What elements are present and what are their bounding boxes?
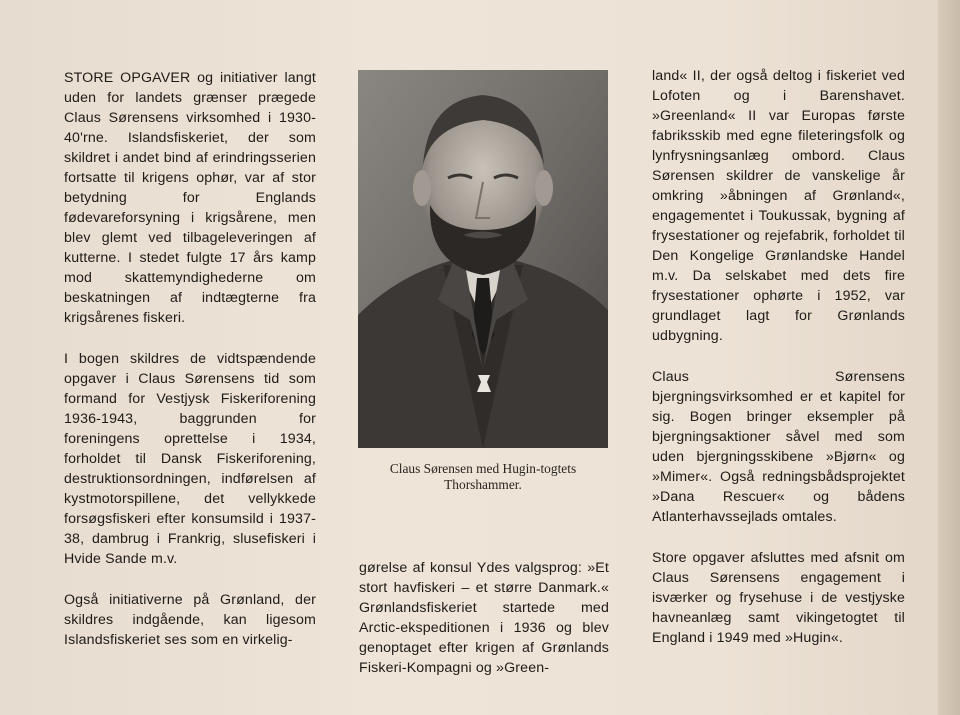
paragraph: Claus Sørensens bjergningsvirksomhed er et kapitel for sig. Bogen bringer eksempler på bjergningsaktioner såvel med som uden bjergningsskibene »Bjørn« og »Mimer«. Også redningsbådsprojektet »Dana Rescuer« og bådens Atlanterhavssejlads omtales. <box>652 369 905 525</box>
photo-caption: Claus Sørensen med Hugin-togtets Thorshammer. <box>389 461 577 492</box>
paragraph: I bogen skildres de vidtspændende opgaver i Claus Sørensens tid som formand for Vestjysk Fiskeriforening 1936-1943, baggrunden for foreningens oprettelse i 1934, forholdet til Dansk Fiskeriforening, destruktionsordningen, indførelsen af kystmotorspillene, det vellykkede forsøgsfiskeri efter konsumsild i 1937-38, dambrug i Frankrig, slusefiskeri i Hvide Sande m.v. <box>64 351 316 567</box>
paragraph: gørelse af konsul Ydes valgsprog: »Et stort havfiskeri – et større Danmark.« Grønlandsfiskeriet startede med Arctic-ekspeditionen i 1936 og blev genoptaget efter krigen af Grønlands Fiskeri-Kompagni og »Green- <box>359 560 609 676</box>
portrait-photo <box>358 70 608 448</box>
text-column-middle <box>359 558 609 678</box>
paragraph: land« II, der også deltog i fiskeriet ved Lofoten og i Barenshavet. »Greenland« II var Europas første fabriksskib med egne fileteringsfolk og lynfrysningsanlæg ombord. Claus Sørensen skildrer de vanskelige år omkring »åbningen af Grønland«, engagementet i Toukussak, bygning af frysestationer og rejefabrik, forholdet til Den Kongelige Grønlandske Handel m.v. Da selskabet med dets fire frysestationer ophørte i 1952, var grundlaget lagt for Grønlands udbygning. <box>652 68 905 344</box>
paragraph: Store opgaver afsluttes med afsnit om Claus Sørensens engagement i isværker og frysehuse i de vestjyske havneanlæg samt vikingetogtet til England i 1949 med »Hugin«. <box>652 550 905 646</box>
book-spine-edge <box>938 0 960 715</box>
paragraph: STORE OPGAVER og initiativer langt uden for landets grænser prægede Claus Sørensens virksomhed i 1930-40'rne. Islandsfiskeriet, der som skildret i andet bind af erindringsserien fortsatte til krigens ophør, var af stor betydning for Englands fødevareforsyning i krigsårene, men blev glemt ved tilbageleveringen af kutterne. I stedet fulgte 17 års kamp mod skattemyndighederne om beskatningen af indtægterne fra krigsårenes fiskeri. <box>64 70 316 326</box>
text-column-right <box>652 66 905 648</box>
text-column-left <box>64 68 316 650</box>
paragraph: Også initiativerne på Grønland, der skildres indgående, kan ligesom Islandsfiskeriet ses som en virkelig- <box>64 592 316 648</box>
